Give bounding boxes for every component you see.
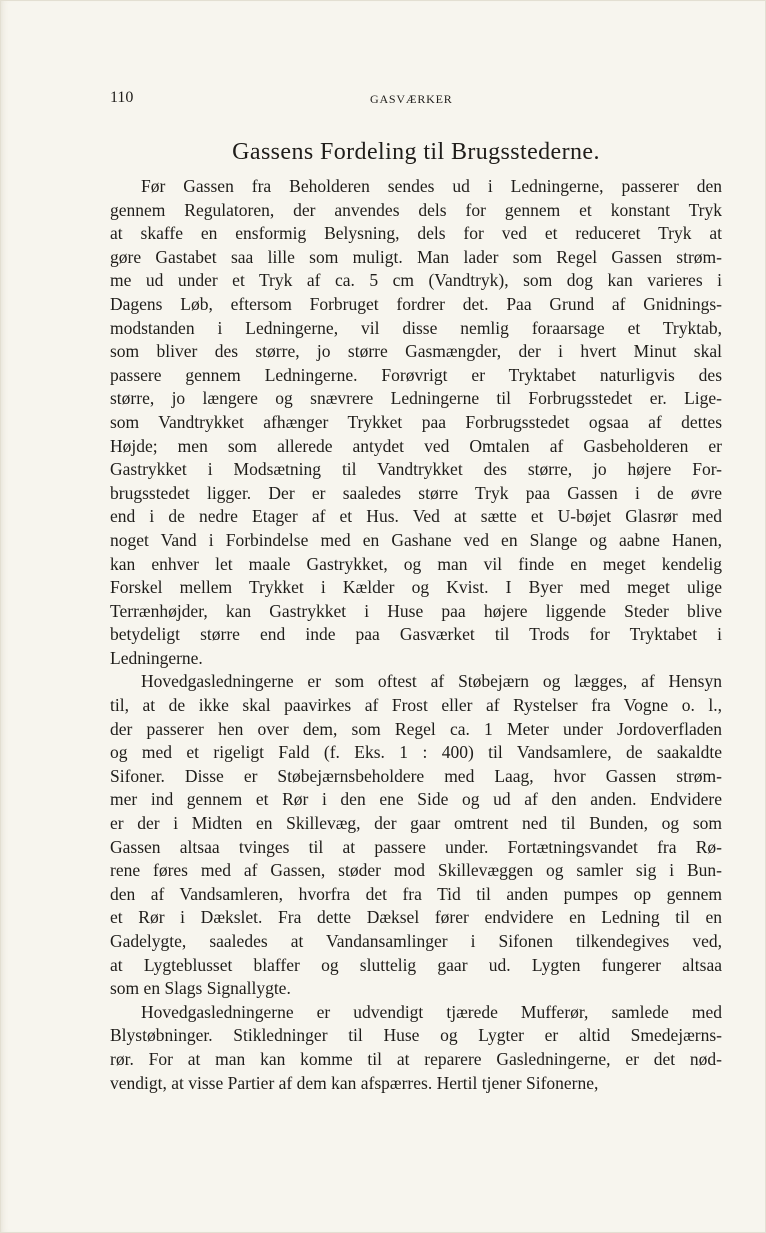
- text-line: mer ind gennem et Rør i den ene Side og ud af den anden. Endvidere: [110, 789, 722, 810]
- text-line: modstanden i Ledningerne, vil disse nemlig foraarsage et Tryktab,: [110, 317, 722, 338]
- paragraph: [110, 175, 722, 670]
- text-line: at skaffe en ensformig Belysning, dels for ved et reduceret Tryk at: [110, 223, 722, 244]
- text-line: et Rør i Dækslet. Fra dette Dæksel fører endvidere en Ledning til en: [110, 907, 722, 928]
- text-line: Hovedgasledningerne er som oftest af Støbejærn og lægges, af Hensyn: [141, 671, 722, 692]
- text-line: Før Gassen fra Beholderen sendes ud i Ledningerne, passerer den: [141, 176, 722, 196]
- paragraph: [110, 670, 722, 1000]
- text-line: Dagens Løb, eftersom Forbruget fordrer det. Paa Grund af Gnidnings-: [110, 293, 722, 314]
- text-line: brugsstedet ligger. Der er saaledes større Tryk paa Gassen i de øvre: [110, 482, 722, 503]
- text-line: er der i Midten en Skillevæg, der gaar omtrent ned til Bunden, og som: [110, 813, 722, 834]
- text-line: betydeligt større end inde paa Gasværket til Trods for Tryktabet i: [110, 624, 722, 645]
- text-line: Gastrykket i Modsætning til Vandtrykket des større, jo højere For-: [110, 459, 722, 480]
- text-line: som bliver des større, jo større Gasmængder, der i hvert Minut skal: [110, 341, 722, 362]
- text-line: Forskel mellem Trykket i Kælder og Kvist. I Byer med meget ulige: [110, 577, 722, 598]
- text-line: Højde; men som allerede antydet ved Omtalen af Gasbeholderen er: [110, 435, 722, 456]
- text-line: vendigt, at visse Partier af dem kan afspærres. Hertil tjener Sifonerne,: [110, 1072, 599, 1093]
- text-line: passere gennem Ledningerne. Forøvrigt er Tryktabet naturligvis des: [110, 364, 722, 385]
- running-head: [110, 89, 722, 109]
- text-line: der passerer hen over dem, som Regel ca. 1 Meter under Jordoverfladen: [110, 718, 722, 739]
- text-line: kan enhver let maale Gastrykket, og man vil finde en meget kendelig: [110, 553, 722, 574]
- page-number: 110: [110, 89, 134, 106]
- text-line: at Lygteblusset blaffer og sluttelig gaar ud. Lygten fungerer altsaa: [110, 954, 722, 975]
- text-line: gøre Gastabet saa lille som muligt. Man lader som Regel Gassen strøm-: [110, 246, 722, 267]
- text-line: Gassen altsaa tvinges til at passere under. Fortætningsvandet fra Rø-: [110, 836, 722, 857]
- text-line: Blystøbninger. Stikledninger til Huse og Lygter er altid Smedejærns-: [110, 1025, 722, 1046]
- text-line: som Vandtrykket afhænger Trykket paa Forbrugsstedet ogsaa af dettes: [110, 411, 722, 432]
- text-line: og med et rigeligt Fald (f. Eks. 1 : 400) til Vandsamlere, de saakaldte: [110, 742, 722, 763]
- text-line: rør. For at man kan komme til at reparere Gasledningerne, er det nød-: [110, 1048, 722, 1069]
- text-line: Hovedgasledningerne er udvendigt tjærede Mufferør, samlede med: [141, 1001, 722, 1022]
- text-line: til, at de ikke skal paavirkes af Frost eller af Rystelser fra Vogne o. l.,: [110, 695, 722, 716]
- text-line: større, jo længere og snævrere Ledningerne til Forbrugsstedet er. Lige-: [110, 388, 722, 409]
- text-line: rene føres med af Gassen, støder mod Skillevæggen og samler sig i Bun-: [110, 860, 722, 881]
- text-line: Sifoner. Disse er Støbejærnsbeholdere med Laag, hvor Gassen strøm-: [110, 765, 722, 786]
- paragraph: [110, 1001, 722, 1095]
- running-title: GASVÆRKER: [370, 92, 453, 106]
- text-line: Gadelygte, saaledes at Vandansamlinger i Sifonen tilkendegives ved,: [110, 931, 722, 951]
- text-line: Terrænhøjder, kan Gastrykket i Huse paa højere liggende Steder blive: [110, 600, 722, 621]
- text-line: som en Slags Signallygte.: [110, 978, 291, 999]
- text-line: noget Vand i Forbindelse med en Gashane ved en Slange og aabne Hanen,: [110, 529, 722, 550]
- text-line: end i de nedre Etager af et Hus. Ved at sætte et U-bøjet Glasrør med: [110, 506, 722, 527]
- text-line: den af Vandsamleren, hvorfra det fra Tid til anden pumpes op gennem: [110, 883, 722, 904]
- text-line: me ud under et Tryk af ca. 5 cm (Vandtryk), som dog kan varieres i: [110, 270, 722, 291]
- text-line: Ledningerne.: [110, 647, 203, 668]
- body-text: [110, 175, 722, 1095]
- text-line: gennem Regulatoren, der anvendes dels for gennem et konstant Tryk: [110, 199, 722, 220]
- chapter-title: Gassens Fordeling til Brugsstederne.: [232, 139, 600, 165]
